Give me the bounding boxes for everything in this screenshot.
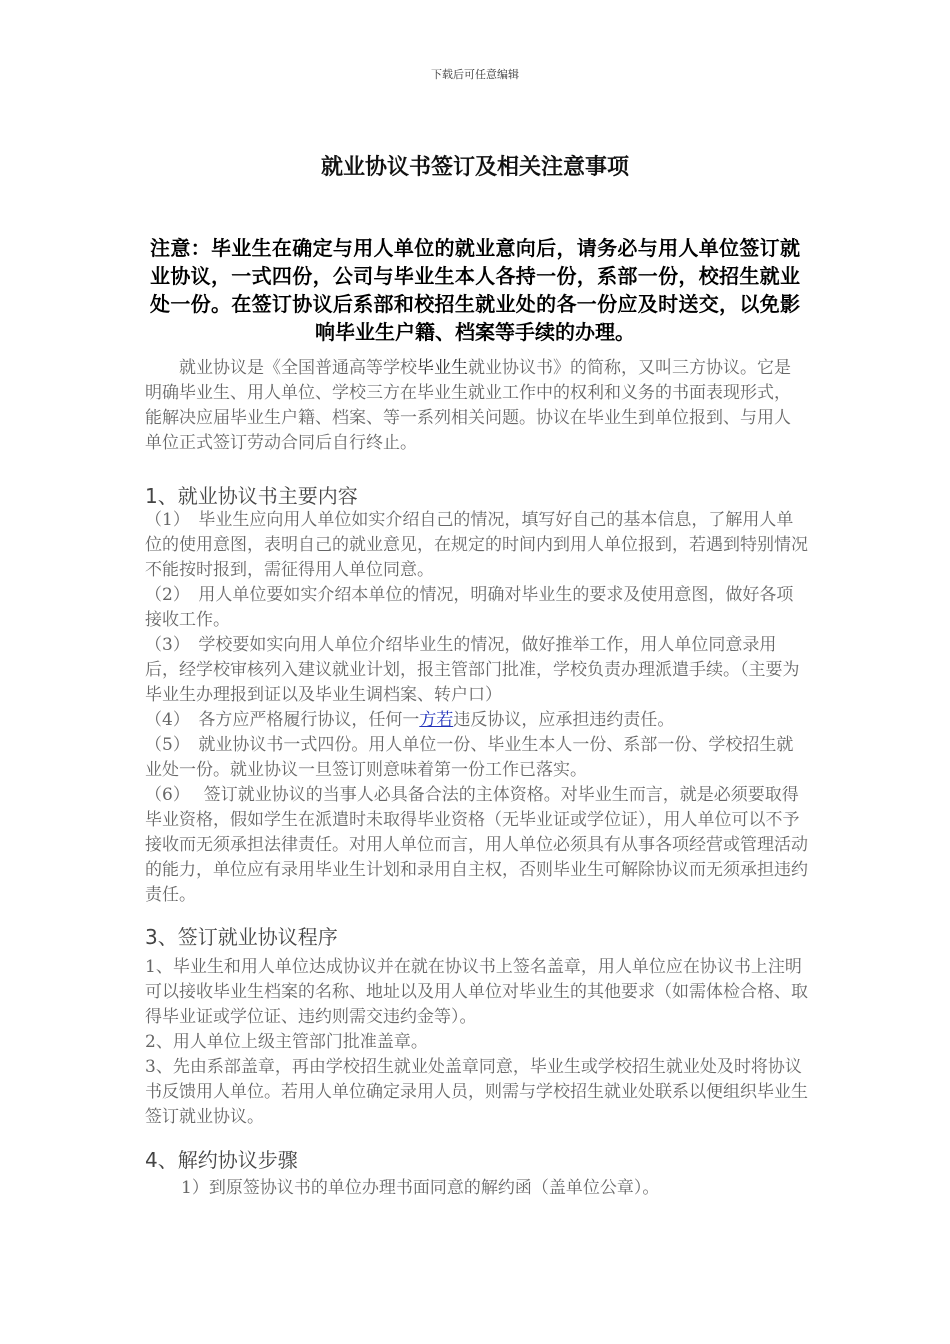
intro-text-2: 毕业生 xyxy=(417,358,468,378)
section3-content xyxy=(145,955,810,1130)
section3-item-3: 3、先由系部盖章，再由学校招生就业处盖章同意，毕业生或学校招生就业处及时将协议书反馈用人单位。若用人单位确定录用人员，则需与学校招生就业处联系以便组织毕业生签订就业协议。 xyxy=(145,1057,808,1127)
intro-text-1: 就业协议是《全国普通高等学校 xyxy=(179,358,417,378)
intro-text-3: 就业协议书》的简称，又叫三方协议。它是明确毕业生、用人单位、学校三方在毕业生就业工作中的权利和义务的书面表现形式，能解决应届毕业生户籍、档案、等一系列相关问题。协议在毕业生到单位报到、与用人单位正式签订劳动合同后自行终止。 xyxy=(145,358,791,453)
section1-item-2: （2） 用人单位要如实介绍本单位的情况，明确对毕业生的要求及使用意图，做好各项接收工作。 xyxy=(145,585,794,630)
section3-item-2: 2、用人单位上级主管部门批准盖章。 xyxy=(145,1032,428,1052)
section1-content xyxy=(145,508,810,908)
section1-item-5: （5） 就业协议书一式四份。用人单位一份、毕业生本人一份、系部一份、学校招生就业处一份。就业协议一旦签订则意味着第一份工作已落实。 xyxy=(145,735,794,780)
inline-link[interactable]: 方若 xyxy=(419,710,454,730)
page-header-note: 下载后可任意编辑 xyxy=(431,68,519,81)
section3-heading: 3、签订就业协议程序 xyxy=(145,925,338,949)
section4-content xyxy=(145,1176,810,1201)
notice-paragraph: 注意：毕业生在确定与用人单位的就业意向后，请务必与用人单位签订就业协议，一式四份，公司与毕业生本人各持一份，系部一份，校招生就业处一份。在签订协议后系部和校招生就业处的各一份应及时送交，以免影响毕业生户籍、档案等手续的办理。 xyxy=(150,236,800,344)
section1-item-4-text-b: 违反协议，应承担违约责任。 xyxy=(453,710,675,730)
section1-item-3: （3） 学校要如实向用人单位介绍毕业生的情况，做好推举工作，用人单位同意录用后，经学校审核列入建议就业计划，报主管部门批准，学校负责办理派遣手续。（主要为毕业生办理报到证以及毕业生调档案、转户口） xyxy=(145,635,800,705)
section3-item-1: 1、毕业生和用人单位达成协议并在就在协议书上签名盖章，用人单位应在协议书上注明可以接收毕业生档案的名称、地址以及用人单位对毕业生的其他要求（如需体检合格、取得毕业证或学位证、违约则需交违约金等）。 xyxy=(145,957,808,1027)
section1-item-1: （1） 毕业生应向用人单位如实介绍自己的情况，填写好自己的基本信息，了解用人单位的使用意图，表明自己的就业意见，在规定的时间内到用人单位报到，若遇到特别情况不能按时报到，需征得用人单位同意。 xyxy=(145,510,808,580)
section1-item-4 xyxy=(145,708,810,733)
section4-heading: 4、解约协议步骤 xyxy=(145,1148,298,1172)
document-title: 就业协议书签订及相关注意事项 xyxy=(320,154,629,180)
section1-item-6: （6） 签订就业协议的当事人必具备合法的主体资格。对毕业生而言，就是必须要取得毕业资格，假如学生在派遣时未取得毕业资格（无毕业证或学位证），用人单位可以不予接收而无须承担法律责任。对用人单位而言，用人单位必须具有从事各项经营或管理活动的能力，单位应有录用毕业生计划和录用自主权，否则毕业生可解除协议而无须承担违约责任。 xyxy=(145,785,808,905)
section1-heading: 1、就业协议书主要内容 xyxy=(145,484,358,508)
section1-item-4-text-a: （4） 各方应严格履行协议，任何一 xyxy=(145,710,420,730)
section4-item-1: 1）到原签协议书的单位办理书面同意的解约函（盖单位公章）。 xyxy=(181,1178,660,1198)
intro-paragraph xyxy=(145,356,800,456)
